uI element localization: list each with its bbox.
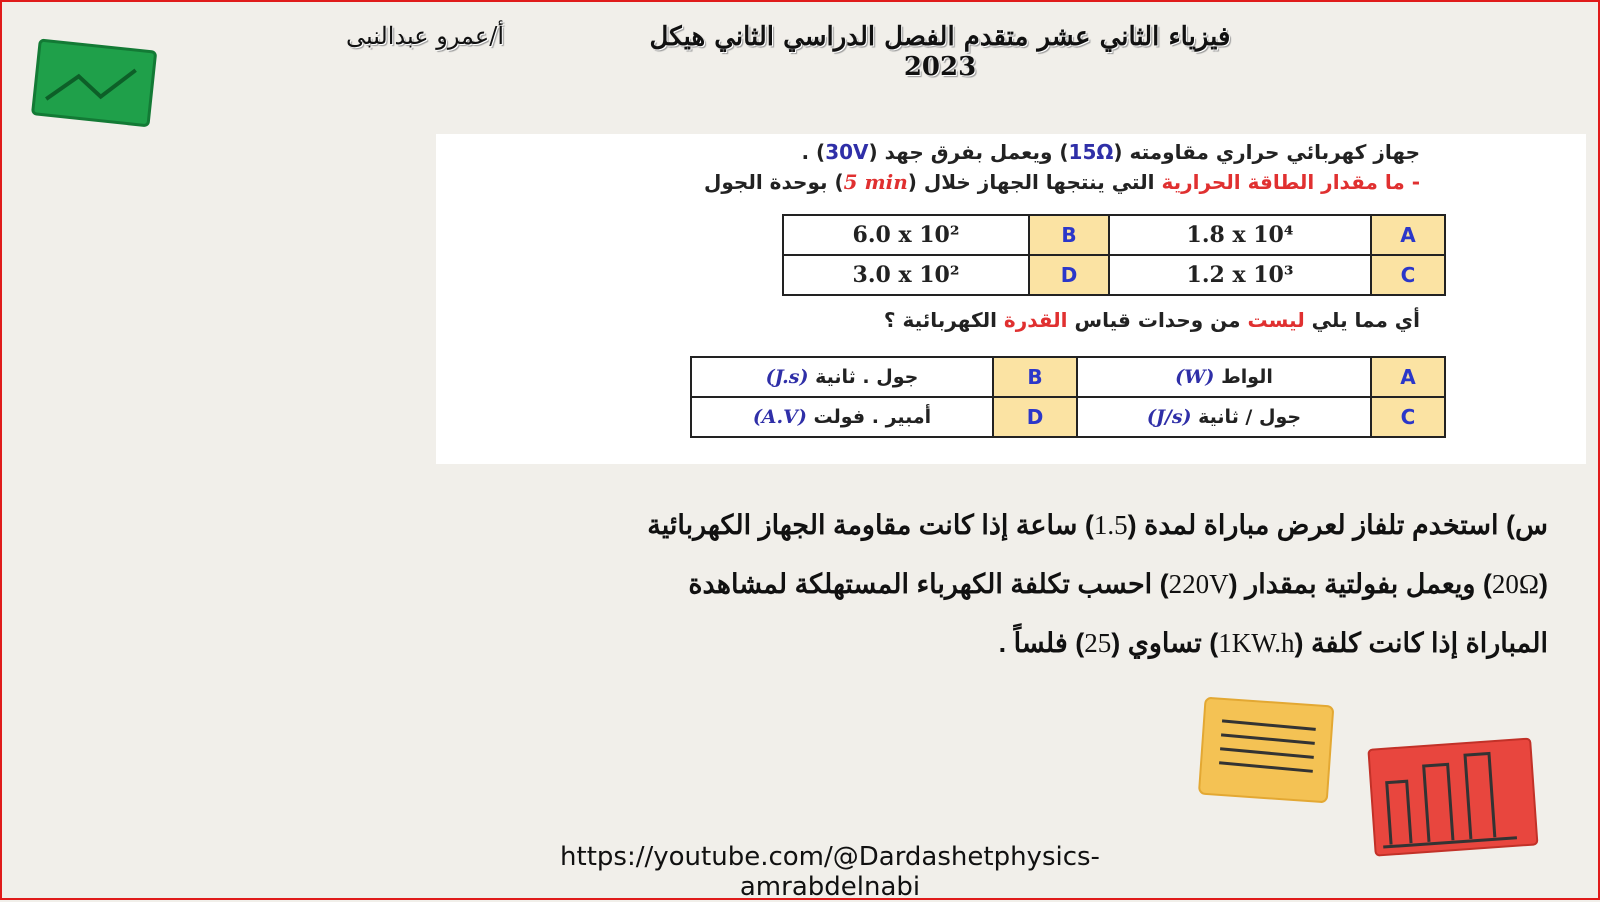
main-question-text: ) ويعمل بفولتية بمقدار ( [1228, 569, 1492, 599]
question-panel [436, 134, 1586, 464]
q1-text: ) بوحدة الجول [704, 170, 844, 194]
option-value[interactable] [1077, 397, 1371, 437]
option-label: جول / ثانية [1198, 406, 1302, 428]
main-question [628, 496, 1548, 673]
q2-part: الكهربائية ؟ [883, 308, 1004, 332]
main-question-number: 25 [1084, 628, 1112, 658]
option-value[interactable]: 3.0 x 10² [783, 255, 1029, 295]
main-question-number: 220V [1168, 569, 1229, 599]
line-chart-icon [30, 38, 160, 130]
q2-part: أي مما يلي [1304, 308, 1420, 332]
main-question-text: ) احسب تكلفة الكهرباء المستهلكة لمشاهدة المباراة إذا كانت كلفة ( [688, 569, 1548, 658]
note-paper-icon [1194, 696, 1339, 808]
main-question-number: 1KW.h [1218, 628, 1295, 658]
q1-resistance: 15Ω [1068, 140, 1114, 164]
option-unit: (J.s) [765, 366, 809, 388]
main-question-text: ) تساوي ( [1111, 628, 1219, 658]
q2-text [884, 308, 1420, 332]
main-question-text: ) ساعة إذا كانت مقاومة الجهاز الكهربائية ( [647, 510, 1548, 599]
q1-voltage: 30V [825, 140, 869, 164]
option-label: جول . ثانية [815, 366, 919, 388]
q1-text: - ما [1377, 170, 1420, 194]
option-letter[interactable]: B [993, 357, 1077, 397]
option-letter[interactable]: C [1371, 397, 1445, 437]
option-unit: (J/s) [1146, 406, 1192, 428]
q1-text: التي ينتجها الجهاز خلال ( [907, 170, 1162, 194]
option-value[interactable]: 1.2 x 10³ [1109, 255, 1371, 295]
main-question-number: 20Ω [1491, 569, 1539, 599]
q1-time: 5 min [843, 170, 908, 194]
option-unit: (A.V) [752, 406, 807, 428]
option-letter[interactable]: D [993, 397, 1077, 437]
q2-options-table [690, 356, 1446, 438]
header-title: فيزياء الثاني عشر متقدم الفصل الدراسي الثاني هيكل 2023 [649, 22, 1231, 82]
option-value[interactable] [691, 357, 993, 397]
q1-text: ) . [801, 140, 826, 164]
author-name: أ/عمرو عبدالنبى [345, 22, 505, 50]
option-letter[interactable]: D [1029, 255, 1109, 295]
q1-highlight: مقدار الطاقة الحرارية [1161, 170, 1378, 194]
option-value[interactable]: 6.0 x 10² [783, 215, 1029, 255]
option-value[interactable] [1077, 357, 1371, 397]
option-letter[interactable]: C [1371, 255, 1445, 295]
q1-options-table [782, 214, 1446, 296]
q1-line1 [801, 140, 1420, 164]
option-letter[interactable]: A [1371, 215, 1445, 255]
youtube-channel-link[interactable]: https://youtube.com/@Dardashetphysics-amrabdelnabi [560, 842, 1100, 902]
q1-text: ) ويعمل بفرق جهد ( [868, 140, 1069, 164]
q1-line2 [704, 170, 1420, 194]
option-letter[interactable]: B [1029, 215, 1109, 255]
option-letter[interactable]: A [1371, 357, 1445, 397]
q1-text: جهاز كهربائي حراري مقاومته ( [1113, 140, 1420, 164]
bar-chart-icon [1364, 734, 1544, 862]
q2-highlight: ليست [1247, 308, 1305, 332]
option-value[interactable]: 1.8 x 10⁴ [1109, 215, 1371, 255]
option-label: أمبير . فولت [813, 406, 932, 428]
q2-part: من وحدات قياس [1067, 308, 1248, 332]
q2-highlight: القدرة [1003, 308, 1068, 332]
main-question-number: 1.5 [1093, 510, 1128, 540]
main-question-text: س) استخدم تلفاز لعرض مباراة لمدة ( [1127, 510, 1548, 540]
option-unit: (W) [1175, 366, 1215, 388]
option-label: الواط [1221, 366, 1273, 388]
main-question-text: ) فلساً . [998, 628, 1085, 658]
option-value[interactable] [691, 397, 993, 437]
